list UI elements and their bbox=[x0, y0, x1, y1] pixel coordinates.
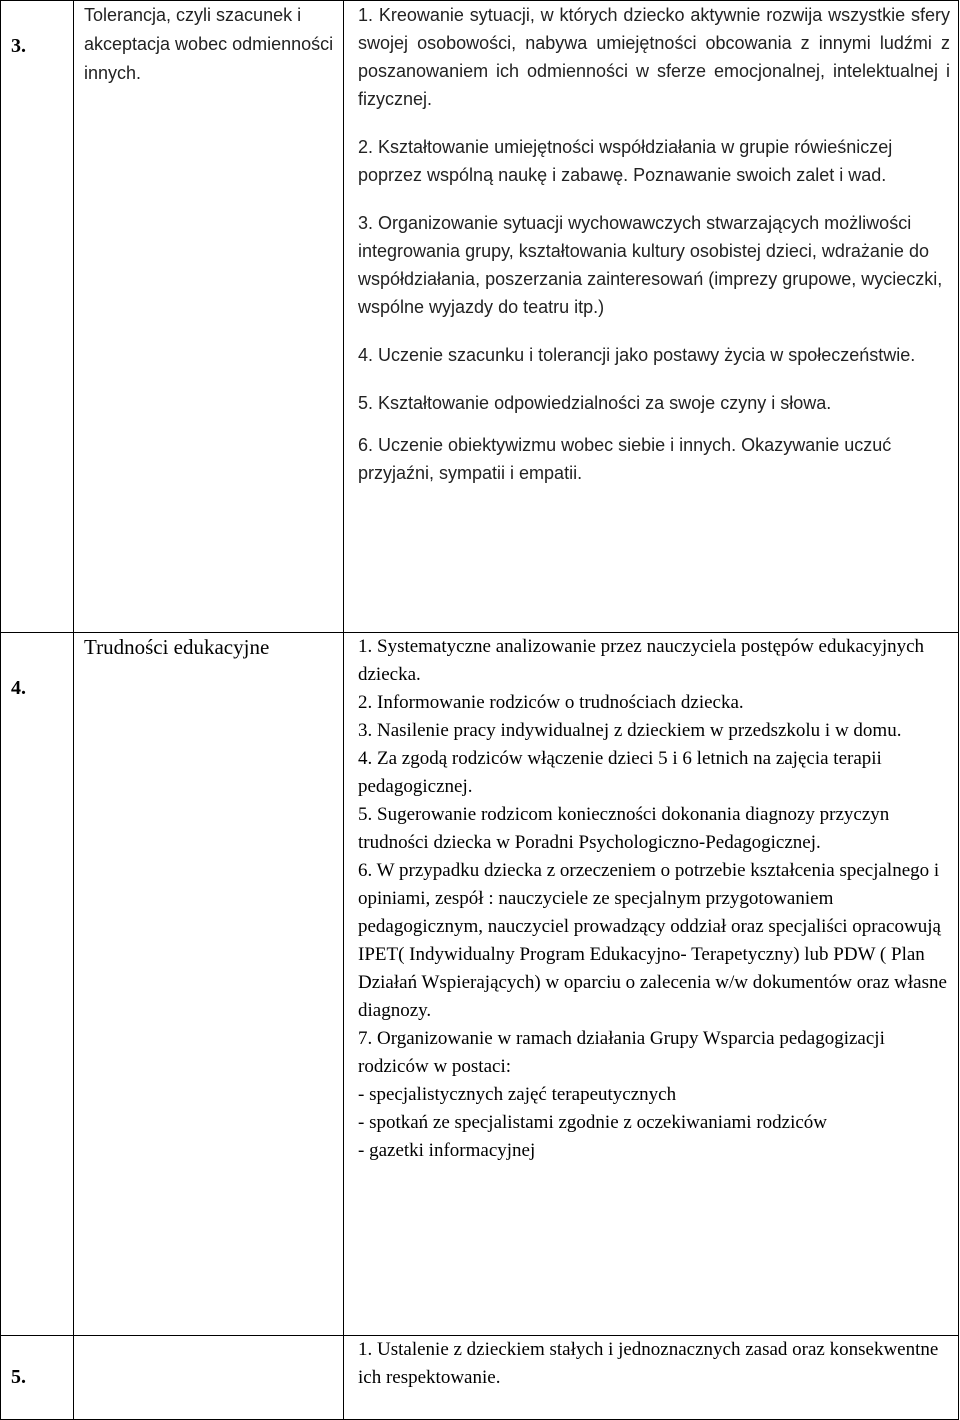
content-cell bbox=[344, 1, 959, 633]
list-item: - spotkań ze specjalistami zgodnie z oczekiwaniami rodziców bbox=[358, 1112, 828, 1133]
list-item: 5. Sugerowanie rodzicom konieczności dokonania diagnozy przyczyn trudności dziecka w Poradni Psychologiczno-Pedagogicznej. bbox=[358, 804, 890, 853]
content-cell bbox=[344, 633, 959, 1336]
list-item: 1. Ustalenie z dzieckiem stałych i jednoznacznych zasad oraz konsekwentne ich respektowanie. bbox=[358, 1339, 939, 1388]
list-item: 5. Kształtowanie odpowiedzialności za swoje czyny i słowa. bbox=[358, 393, 832, 413]
list-item: 6. W przypadku dziecka z orzeczeniem o potrzebie kształcenia specjalnego i opiniami, zespół : nauczyciele ze specjalnym przygotowaniem pedagogicznym, nauczyciel prowadzący oddział oraz specjaliści opracowują IPET( Indywidualny Program Edukacyjno- Terapetyczny) lub PDW ( Plan Działań Wspierających) w oparciu o zalecenia w/w dokumentów oraz własne diagnozy. bbox=[358, 860, 947, 1021]
row-number-text: 5. bbox=[11, 1366, 26, 1388]
row-number-text: 4. bbox=[11, 677, 26, 699]
list-item: 6. Uczenie obiektywizmu wobec siebie i innych. Okazywanie uczuć przyjaźni, sympatii i empatii. bbox=[358, 435, 892, 483]
row-number bbox=[1, 1336, 74, 1420]
list-item: 4. Uczenie szacunku i tolerancji jako postawy życia w społeczeństwie. bbox=[358, 345, 916, 365]
list-item: - specjalistycznych zajęć terapeutycznych bbox=[358, 1084, 677, 1105]
topic-cell bbox=[74, 1336, 344, 1420]
list-item: 4. Za zgodą rodziców włączenie dzieci 5 i 6 letnich na zajęcia terapii pedagogicznej. bbox=[358, 748, 882, 797]
list-item: 2. Kształtowanie umiejętności współdziałania w grupie rówieśniczej poprzez wspólną naukę i zabawę. Poznawanie swoich zalet i wad. bbox=[358, 137, 893, 185]
list-item: 1. Kreowanie sytuacji, w których dziecko aktywnie rozwija wszystkie sfery swojej osobowości, nabywa umiejętności obcowania z innymi ludźmi z poszanowaniem ich odmienności w sferze emocjonalnej, intelektualnej i fizycznej. bbox=[358, 5, 950, 109]
list-item: 7. Organizowanie w ramach działania Grupy Wsparcia pedagogizacji rodziców w postaci: bbox=[358, 1028, 885, 1077]
topic-text: Trudności edukacyjne bbox=[84, 635, 270, 659]
list-item: 3. Organizowanie sytuacji wychowawczych stwarzających możliwości integrowania grupy, kształtowania kultury osobistej dzieci, wdrażanie do współdziałania, poszerzania zainteresowań (imprezy grupowe, wycieczki, wspólne wyjazdy do teatru itp.) bbox=[358, 213, 943, 317]
topic-text: Tolerancja, czyli szacunek i akceptacja wobec odmienności innych. bbox=[84, 5, 334, 83]
topic-cell bbox=[74, 1, 344, 633]
row-number bbox=[1, 1, 74, 633]
list-item: 3. Nasilenie pracy indywidualnej z dzieckiem w przedszkolu i w domu. bbox=[358, 720, 902, 741]
row-number bbox=[1, 633, 74, 1336]
list-item: - gazetki informacyjnej bbox=[358, 1140, 536, 1161]
list-item: 2. Informowanie rodziców o trudnościach dziecka. bbox=[358, 692, 744, 713]
table-row bbox=[1, 1, 959, 633]
content-cell bbox=[344, 1336, 959, 1420]
row-number-text: 3. bbox=[11, 35, 26, 57]
table-row bbox=[1, 1336, 959, 1420]
table-row bbox=[1, 633, 959, 1336]
list-item: 1. Systematyczne analizowanie przez nauczyciela postępów edukacyjnych dziecka. bbox=[358, 636, 925, 685]
topic-cell bbox=[74, 633, 344, 1336]
